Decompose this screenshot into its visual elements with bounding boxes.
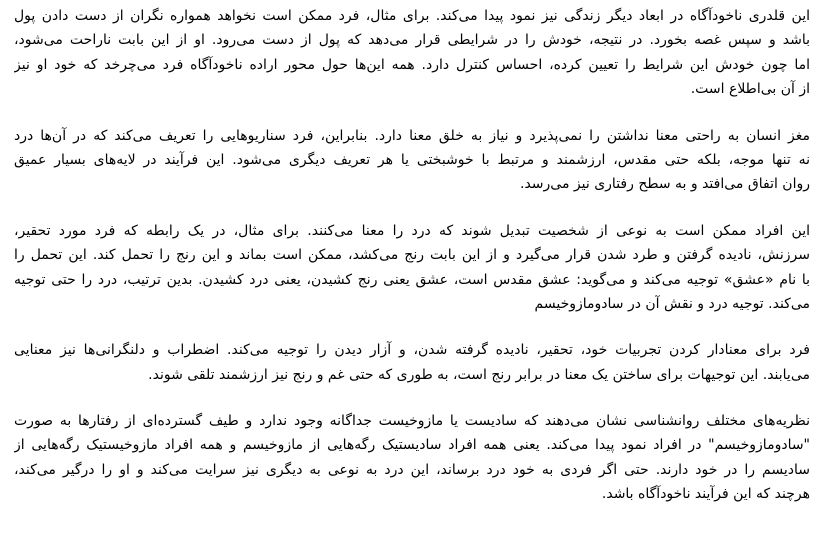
text-line: مغز انسان به راحتی معنا نداشتن را نمی‌پذیرد و نیاز به خلق معنا دارد. بنابراین، فرد سناریوهایی را تعریف می‌کند که در آن‌ها درد (14, 127, 810, 144)
text-line: نه تنها موجه، بلکه حتی مقدس، ارزشمند و مرتبط با خوشبختی یا هر تعریف دیگری می‌شود. این فرآیند در لایه‌های بسیار عمیق (14, 151, 810, 168)
text-line: نظریه‌های مختلف روانشناسی نشان می‌دهند که سادیست یا مازوخیست جداگانه وجود ندارد و طیف گسترده‌ای از رفتارها به صورت (14, 413, 810, 430)
text-line: از آن بی‌اطلاع است. (690, 81, 810, 98)
document-body (14, 4, 810, 529)
text-line: این قلدری ناخودآگاه در ابعاد دیگر زندگی نیز نمود پیدا می‌کند. برای مثال، فرد ممکن است نخواهد همواره نگران از دست دادن پول (14, 8, 810, 24)
text-line: سرزنش، نادیده گرفتن و طرد شدن قرار می‌گیرد و از این بابت رنج می‌کشد، ممکن است بماند و این رنج را تحمل کند. این تحمل را (14, 247, 810, 264)
text-line: فرد برای معنادار کردن تجربیات خود، تحقیر، نادیده گرفته شدن، و آزار دیدن را توجیه می‌کند. اضطراب و دلنگرانی‌ها نیز معنایی (14, 342, 810, 359)
text-line: روان اتفاق می‌افتد و به سطح رفتاری نیز می‌رسد. (520, 176, 810, 193)
paragraph (14, 409, 810, 507)
text-line: می‌یابند. این توجیهات برای ساختن یک معنا در برابر رنج است، به طوری که حتی غم و رنج نیز ارزشمند تلقی شوند. (148, 366, 810, 383)
text-line: سادیسم را در خود دارند. حتی اگر فردی به خود درد برساند، این درد به نوعی به دیگری نیز سرایت می‌کند و او را درگیر می‌کند، (14, 461, 810, 478)
paragraph (14, 338, 810, 387)
text-line: با نام «عشق» توجیه می‌کند و می‌گوید: عشق مقدس است، عشق یعنی رنج کشیدن، یعنی درد کشیدن. بدین ترتیب، درد را حتی توجیه (14, 271, 810, 288)
paragraph (14, 124, 810, 197)
paragraph (14, 4, 810, 102)
text-line: اما چون خودش این شرایط را تعیین کرده، احساس کنترل دارد. همه این‌ها حول محور اراده ناخودآگاه فرد می‌چرخد که خود او نیز (14, 56, 810, 73)
paragraph (14, 219, 810, 317)
text-line: باشد و سپس غصه بخورد. در نتیجه، خودش را در شرایطی قرار می‌دهد که پول از دست می‌رود. او از این بابت ناراحت می‌شود، (14, 32, 810, 49)
text-line: هرچند که این فرآیند ناخودآگاه باشد. (601, 486, 810, 503)
text-line: این افراد ممکن است به نوعی از شخصیت تبدیل شوند که درد را معنا می‌کنند. برای مثال، در یک رابطه که فرد مورد تحقیر، (14, 222, 810, 239)
text-line: "سادومازوخیسم" در افراد نمود پیدا می‌کند. یعنی همه افراد سادیستیک رگه‌هایی از مازوخیسم و همه افراد مازوخیستیک رگه‌هایی از (14, 437, 810, 454)
text-line: می‌کند. توجیه درد و نقش آن در سادومازوخیسم (534, 295, 810, 312)
